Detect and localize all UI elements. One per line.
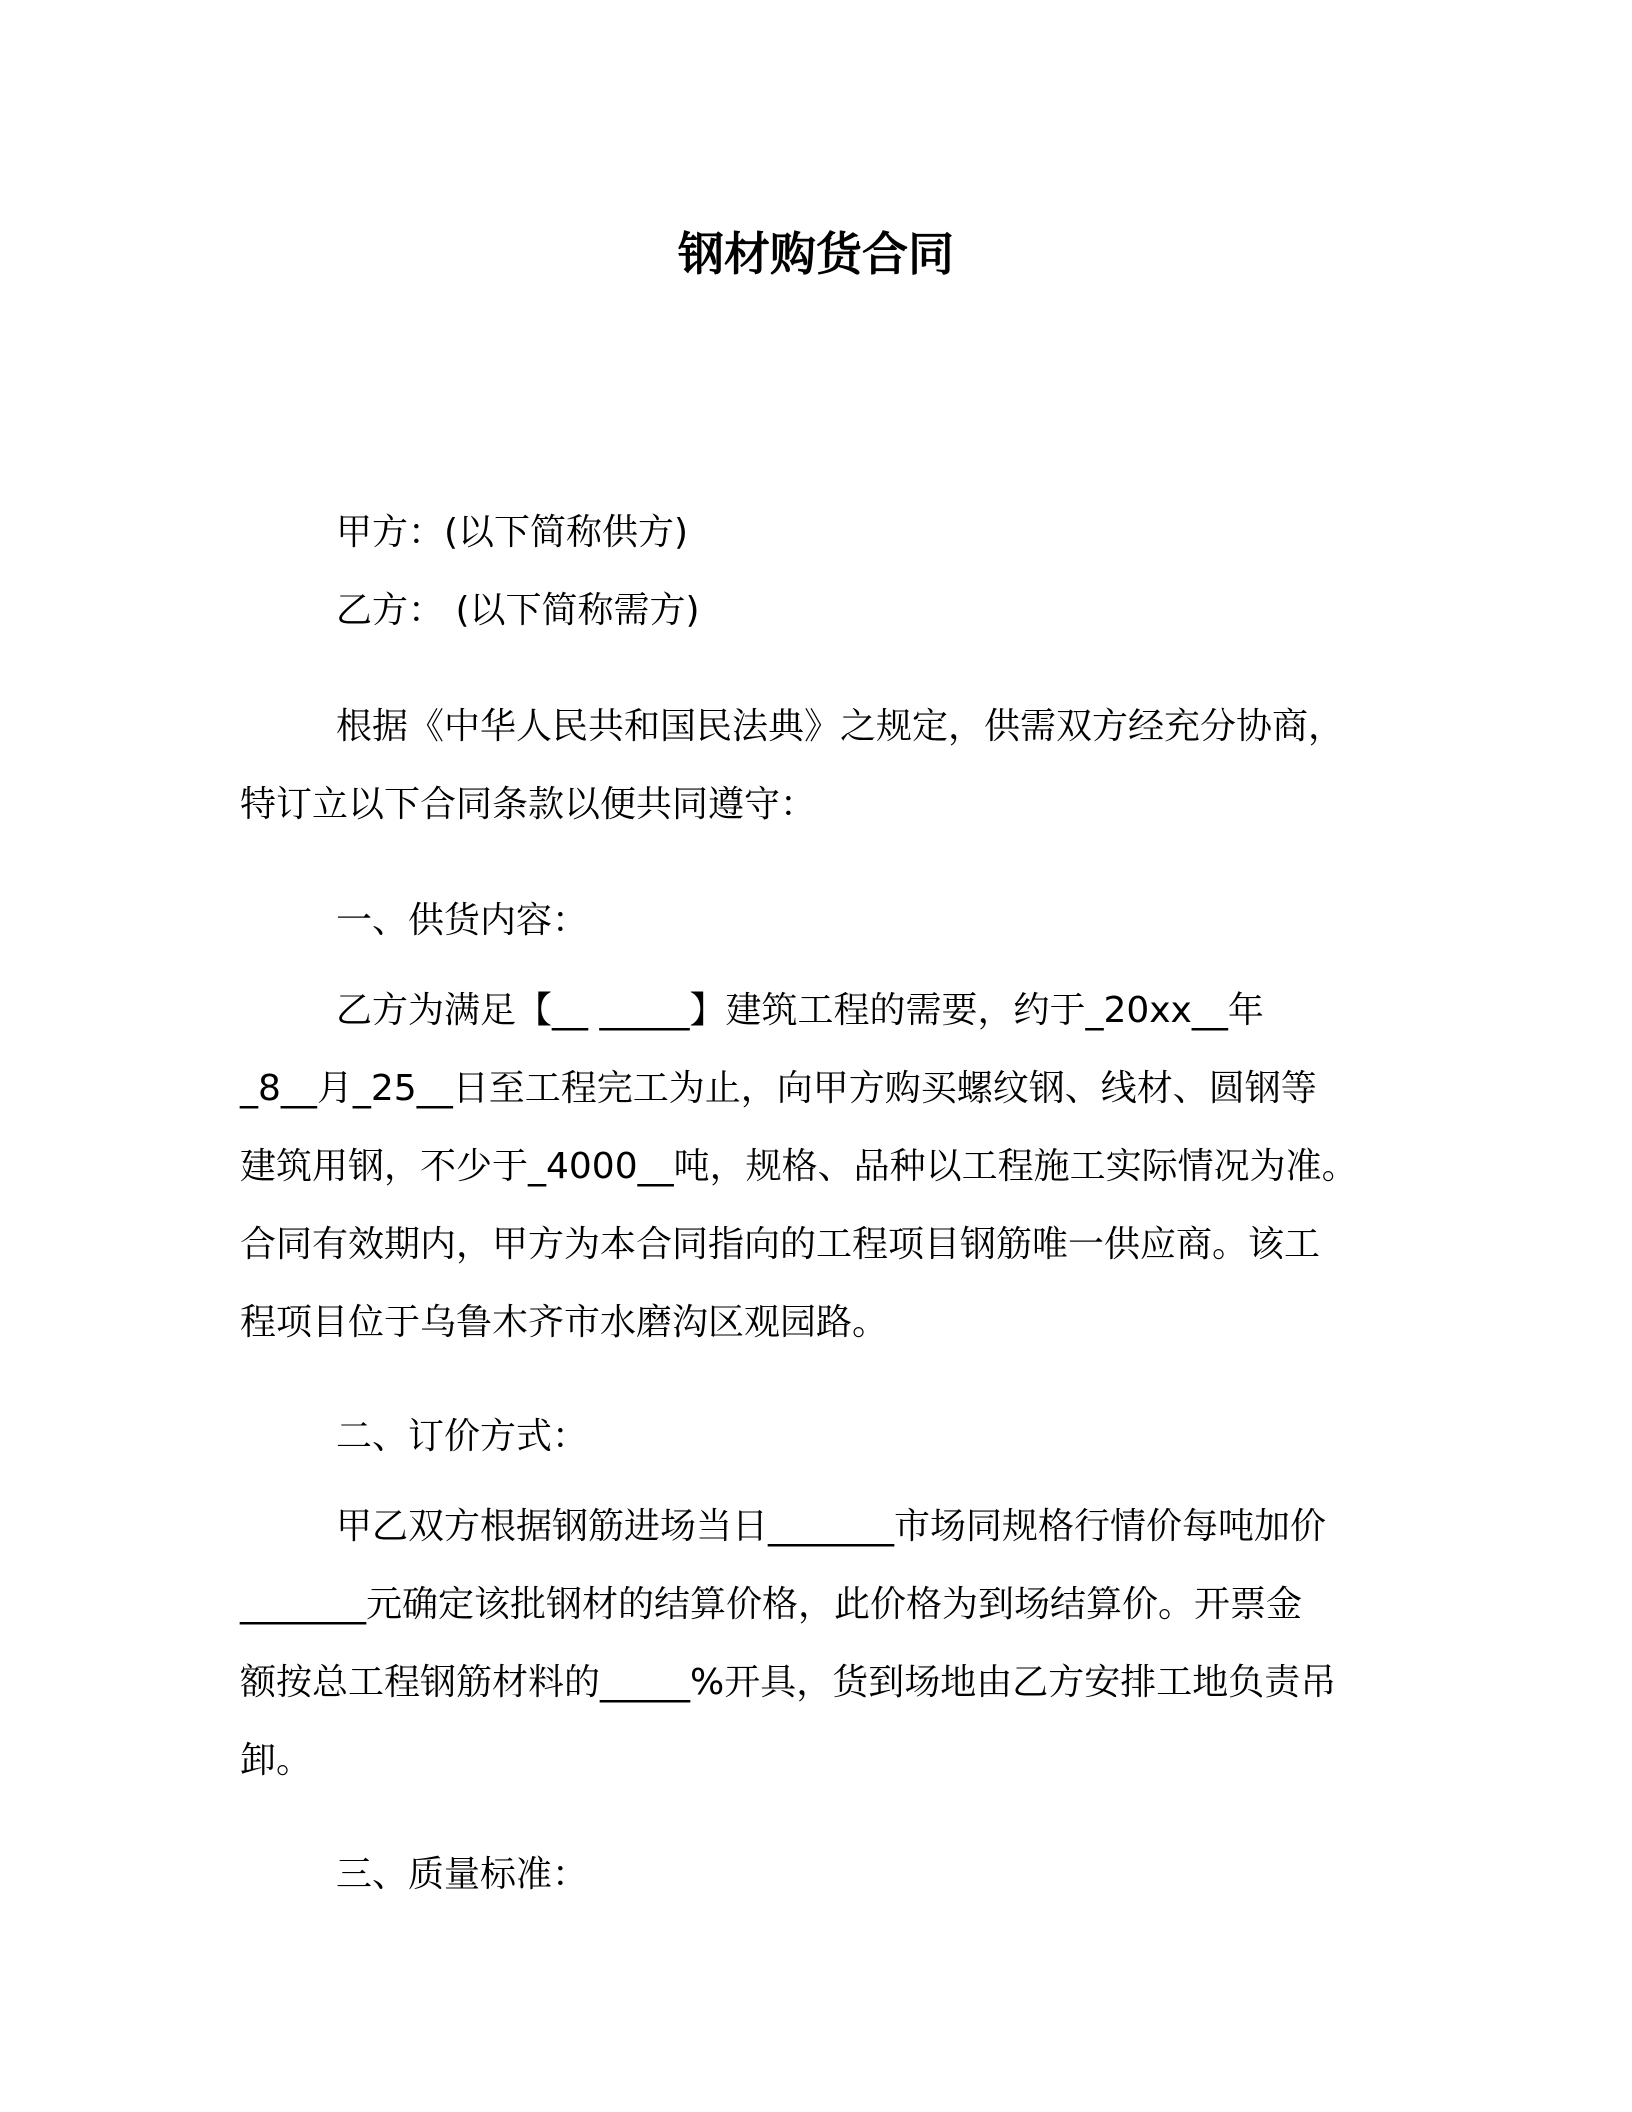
party-b-line: 乙方： (以下简称需方) [336, 590, 700, 631]
paragraph-line: 程项目位于乌鲁木齐市水磨沟区观园路。 [240, 1302, 889, 1343]
paragraph-line: 甲乙双方根据钢筋进场当日_______市场同规格行情价每吨加价 [336, 1506, 1327, 1547]
section-2-heading: 二、订价方式： [336, 1416, 589, 1457]
paragraph-line: 特订立以下合同条款以便共同遵守： [240, 784, 817, 825]
paragraph-line: _8__月_25__日至工程完工为止，向甲方购买螺纹钢、线材、圆钢等 [240, 1068, 1317, 1109]
party-a-line: 甲方：(以下简称供方) [336, 512, 689, 553]
document-title: 钢材购货合同 [678, 227, 954, 281]
paragraph-line: 额按总工程钢筋材料的_____%开具，货到场地由乙方安排工地负责吊 [240, 1662, 1337, 1703]
paragraph-line: 建筑用钢，不少于_4000__吨，规格、品种以工程施工实际情况为准。 [240, 1146, 1358, 1187]
section-2-paragraph [240, 1488, 1390, 1800]
paragraph-line: 根据《中华人民共和国民法典》之规定，供需双方经充分协商， [336, 706, 1345, 747]
paragraph-line: 乙方为满足【__ _____】建筑工程的需要，约于_20xx__年 [336, 990, 1264, 1031]
paragraph-line: 卸。 [240, 1740, 313, 1781]
intro-paragraph [240, 688, 1390, 844]
section-3-heading: 三、质量标准： [336, 1854, 589, 1895]
paragraph-line: 合同有效期内，甲方为本合同指向的工程项目钢筋唯一供应商。该工 [240, 1224, 1321, 1265]
section-1-heading: 一、供货内容： [336, 900, 589, 941]
section-1-paragraph [240, 972, 1390, 1362]
paragraph-line: _______元确定该批钢材的结算价格，此价格为到场结算价。开票金 [240, 1584, 1303, 1625]
